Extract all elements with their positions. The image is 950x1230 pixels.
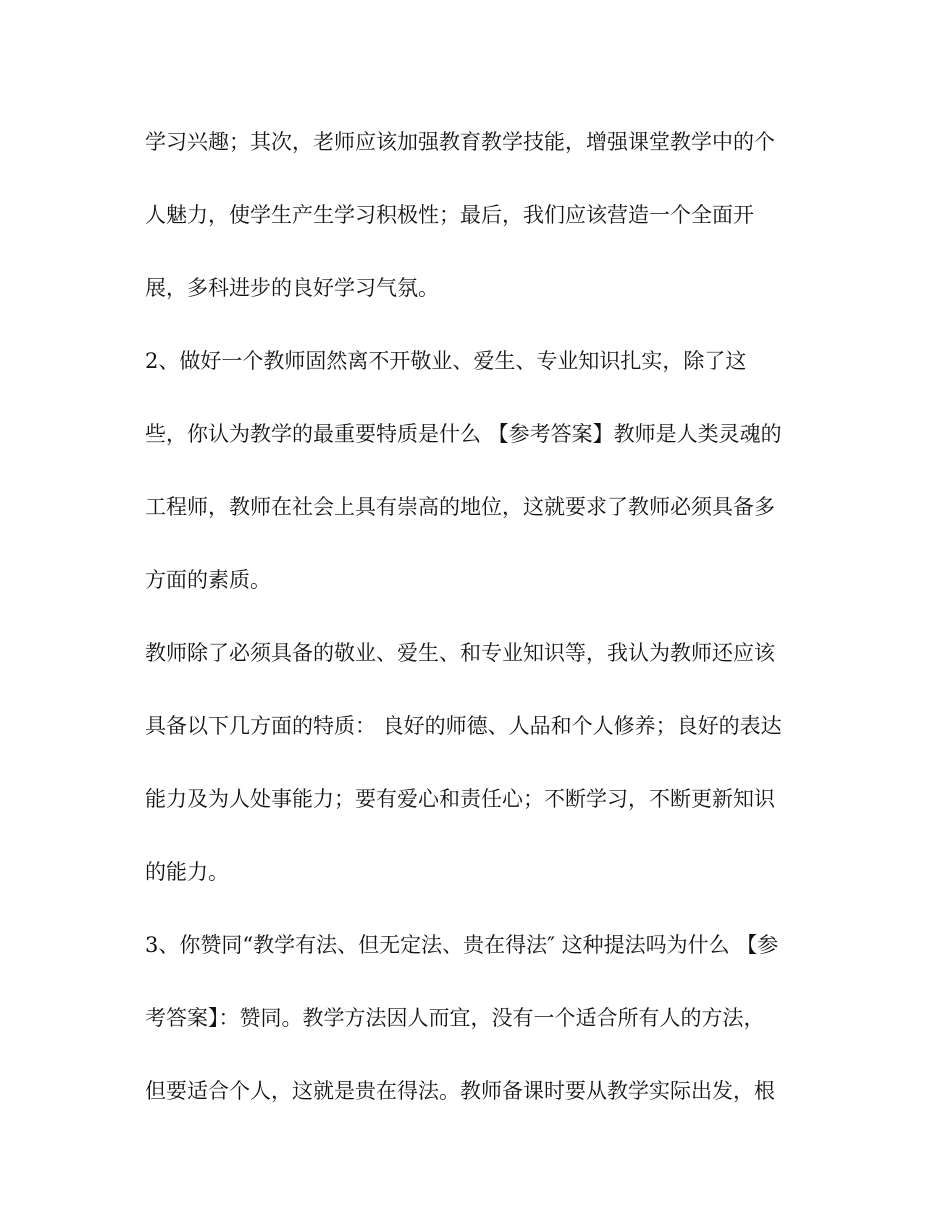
text-line: 些，你认为教学的最重要特质是什么 【参考答案】教师是人类灵魂的 — [145, 422, 782, 446]
text-line: 学习兴趣；其次，老师应该加强教育教学技能，增强课堂教学中的个 — [145, 130, 775, 154]
text-line: 考答案】：赞同。教学方法因人而宜，没有一个适合所有人的方法， — [145, 1006, 765, 1030]
text-line: 2、做好一个教师固然离不开敬业、爱生、专业知识扎实，除了这 — [145, 349, 747, 373]
text-line: 但要适合个人，这就是贵在得法。教师备课时要从教学实际出发，根 — [145, 1079, 775, 1103]
text-line: 3、你赞同“教学有法、但无定法、贵在得法″ 这种提法吗为什么 【参 — [145, 933, 779, 957]
text-line: 展，多科进步的良好学习气氛。 — [145, 276, 439, 300]
text-line: 的能力。 — [145, 860, 229, 884]
text-line: 工程师，教师在社会上具有崇高的地位，这就要求了教师必须具备多 — [145, 495, 775, 519]
text-line: 方面的素质。 — [145, 568, 271, 592]
text-line: 教师除了必须具备的敬业、爱生、和专业知识等，我认为教师还应该 — [145, 641, 775, 665]
text-line: 人魅力，使学生产生学习积极性；最后，我们应该营造一个全面开 — [145, 203, 754, 227]
text-line: 具备以下几方面的特质： 良好的师德、人品和个人修养；良好的表达 — [145, 714, 782, 738]
text-line: 能力及为人处事能力；要有爱心和责任心；不断学习，不断更新知识 — [145, 787, 775, 811]
